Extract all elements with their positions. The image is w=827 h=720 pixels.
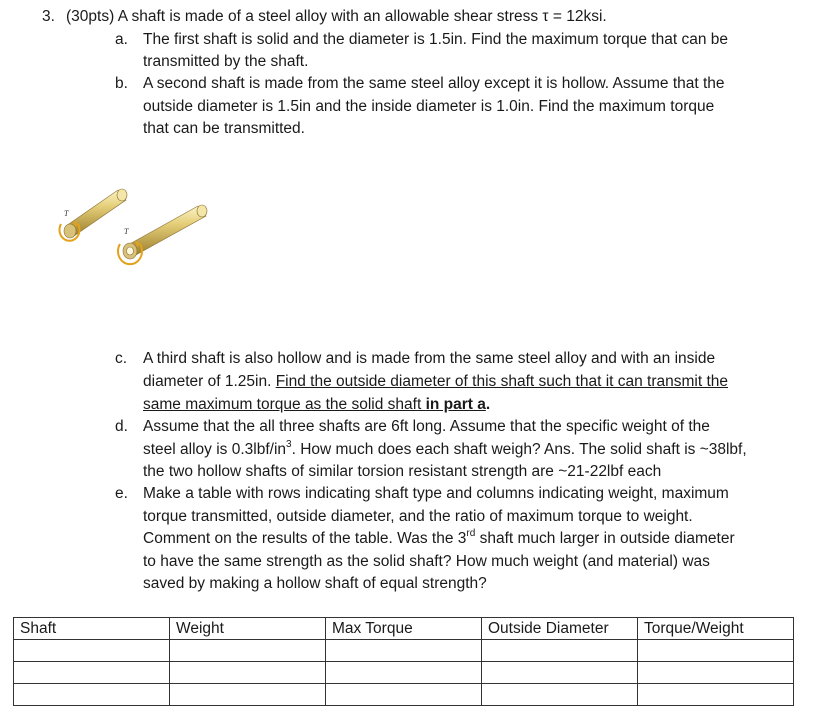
header-weight: Weight bbox=[170, 618, 326, 640]
table-row bbox=[14, 684, 794, 706]
table-cell[interactable] bbox=[482, 640, 638, 662]
table-cell[interactable] bbox=[482, 684, 638, 706]
table-cell[interactable] bbox=[170, 640, 326, 662]
part-label: a. bbox=[115, 31, 128, 48]
table-cell[interactable] bbox=[326, 640, 482, 662]
problem-statement: (30pts) A shaft is made of a steel alloy with an allowable shear stress τ = 12ksi. bbox=[66, 8, 607, 25]
table-cell[interactable] bbox=[326, 662, 482, 684]
torque-label: T bbox=[124, 227, 129, 236]
part-text: the two hollow shafts of similar torsion resistant strength are ~21-22lbf each bbox=[143, 463, 662, 480]
part-text: saved by making a hollow shaft of equal strength? bbox=[143, 575, 487, 592]
part-text: torque transmitted, outside diameter, and the ratio of maximum torque to weight. bbox=[143, 508, 693, 525]
part-label: e. bbox=[115, 485, 128, 502]
hollow-shaft bbox=[118, 205, 207, 264]
part-text: that can be transmitted. bbox=[143, 120, 305, 137]
header-shaft: Shaft bbox=[14, 618, 170, 640]
part-label: c. bbox=[115, 350, 128, 367]
solid-shaft bbox=[60, 189, 128, 241]
header-torque-weight: Torque/Weight bbox=[638, 618, 794, 640]
shaft-table bbox=[13, 617, 794, 706]
table-cell[interactable] bbox=[638, 662, 794, 684]
header-outside-diameter: Outside Diameter bbox=[482, 618, 638, 640]
header-max-torque: Max Torque bbox=[326, 618, 482, 640]
part-label: d. bbox=[115, 418, 128, 435]
table-cell[interactable] bbox=[14, 640, 170, 662]
part-label: b. bbox=[115, 75, 128, 92]
part-text: A third shaft is also hollow and is made from the same steel alloy and with an inside bbox=[143, 350, 716, 367]
table-row bbox=[14, 662, 794, 684]
part-text: to have the same strength as the solid shaft? How much weight (and material) was bbox=[143, 553, 710, 570]
shafts-figure bbox=[58, 180, 218, 280]
table-cell[interactable] bbox=[482, 662, 638, 684]
table-row bbox=[14, 640, 794, 662]
table-cell[interactable] bbox=[170, 684, 326, 706]
torque-label: T bbox=[64, 209, 69, 218]
part-text: Comment on the results of the table. Was the 3rd shaft much larger in outside diameter bbox=[143, 527, 735, 547]
part-text: same maximum torque as the solid shaft in part a. bbox=[143, 396, 491, 413]
table-cell[interactable] bbox=[638, 684, 794, 706]
part-text: steel alloy is $0.3lbf/in^3$. How much does each shaft weigh? Ans. The solid shaft is ~38lbf, bbox=[143, 438, 747, 458]
table-cell[interactable] bbox=[638, 640, 794, 662]
table-header-row bbox=[14, 618, 794, 640]
part-text: outside diameter is 1.5in and the inside diameter is 1.0in. Find the maximum torque bbox=[143, 98, 715, 115]
table-cell[interactable] bbox=[326, 684, 482, 706]
table-cell[interactable] bbox=[170, 662, 326, 684]
part-text: Assume that the all three shafts are 6ft long. Assume that the specific weight of the bbox=[143, 418, 710, 435]
part-text: diameter of 1.25in. Find the outside diameter of this shaft such that it can transmit the bbox=[143, 373, 729, 390]
table-cell[interactable] bbox=[14, 684, 170, 706]
table-cell[interactable] bbox=[14, 662, 170, 684]
part-text: The first shaft is solid and the diameter is 1.5in. Find the maximum torque that can be bbox=[143, 31, 728, 48]
problem-number: 3. bbox=[42, 8, 55, 25]
part-text: Make a table with rows indicating shaft type and columns indicating weight, maximum bbox=[143, 485, 729, 502]
part-text: transmitted by the shaft. bbox=[143, 53, 309, 70]
part-text: A second shaft is made from the same steel alloy except it is hollow. Assume that the bbox=[143, 75, 725, 92]
